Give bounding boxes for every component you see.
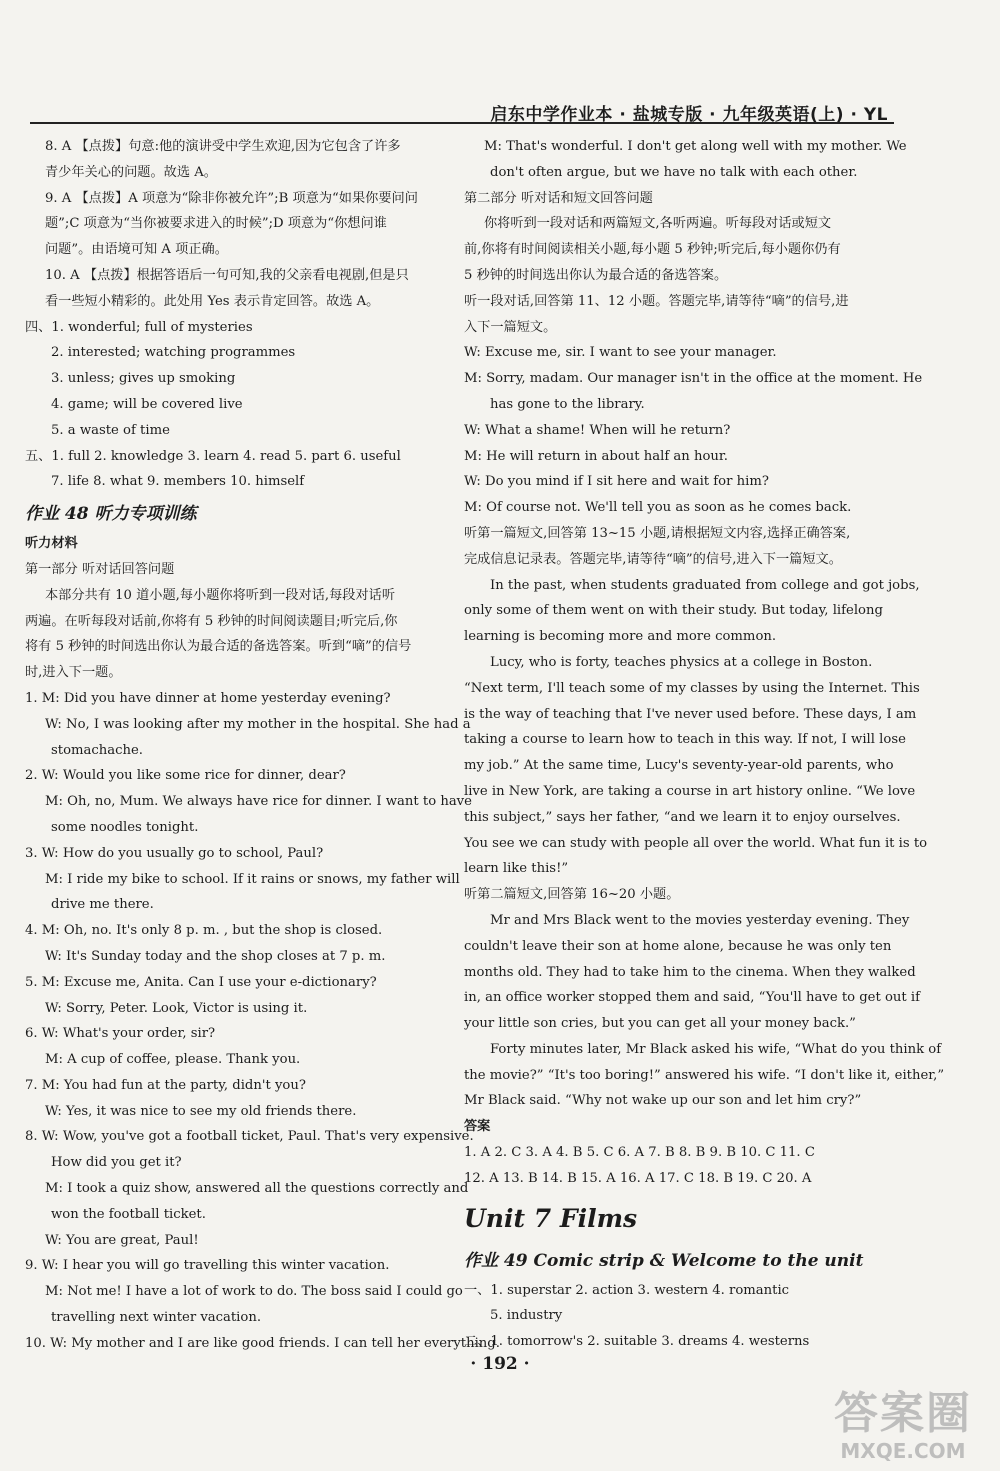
header-rule: [30, 122, 894, 124]
unit-title: Unit 7 Films: [464, 1203, 638, 1233]
passage-line: You see we can study with people all over the world. What fun it is to: [464, 835, 928, 851]
passage-line: in, an office worker stopped them and said, “You'll have to get out if: [464, 990, 921, 1006]
dialogue-line: 2. W: Would you like some rice for dinner, dear?: [25, 768, 346, 784]
sec1-line-1: 一、1. superstar 2. action 3. western 4. romantic: [464, 1282, 790, 1298]
dialogue-line: M: Not me! I have a lot of work to do. The boss said I could go: [45, 1284, 463, 1300]
dialogue-line: 1. M: Did you have dinner at home yesterday evening?: [25, 690, 391, 706]
sec5-line-2: 7. life 8. what 9. members 10. himself: [51, 474, 305, 490]
right-column: [464, 134, 945, 1355]
watermark: [828, 1388, 978, 1462]
part1-intro-4: 时,进入下一题。: [25, 665, 122, 681]
page-number: · 192 ·: [470, 1354, 530, 1374]
passage-line: Forty minutes later, Mr Black asked his wife, “What do you think of: [490, 1041, 942, 1057]
sec4-line-4: 4. game; will be covered live: [51, 396, 243, 412]
q9-line-2: 题”;C 项意为“当你被要求进入的时候”;D 项意为“你想问谁: [45, 216, 387, 232]
passage2-intro: 听第二篇短文,回答第 16~20 小题。: [464, 887, 680, 903]
sec4-line-2: 2. interested; watching programmes: [51, 345, 296, 361]
passage-line: couldn't leave their son at home alone, because he was only ten: [464, 938, 892, 954]
dialogue-line: W: Excuse me, sir. I want to see your manager.: [464, 345, 777, 361]
dialogue-line: 9. W: I hear you will go travelling this winter vacation.: [25, 1258, 390, 1274]
passage-line: months old. They had to take him to the cinema. When they walked: [464, 964, 916, 980]
answers-label: 答案: [464, 1119, 491, 1135]
passage-line: the movie?” “It's too boring!” answered his wife. “I don't like it, either,”: [464, 1067, 945, 1083]
q9-line-3: 问题”。由语境可知 A 项正确。: [45, 242, 228, 258]
part1-intro-3: 将有 5 秒钟的时间选出你认为最合适的备选答案。听到“嘀”的信号: [25, 639, 412, 655]
part2-title: 第二部分 听对话和短文回答问题: [464, 190, 653, 206]
dialogue-line: M: He will return in about half an hour.: [464, 448, 728, 464]
listening-material-label: 听力材料: [25, 536, 78, 552]
answers-line-1: 1. A 2. C 3. A 4. B 5. C 6. A 7. B 8. B 9. B 10. C 11. C: [464, 1145, 815, 1161]
part2-intro-2: 前,你将有时间阅读相关小题,每小题 5 秒钟;听完后,每小题你仍有: [464, 242, 841, 258]
passage-line: learning is becoming more and more common.: [464, 629, 777, 645]
dialogue-line: M: A cup of coffee, please. Thank you.: [45, 1052, 301, 1068]
homework-48-title: 作业 48 听力专项训练: [25, 504, 197, 525]
passage-line: Mr and Mrs Black went to the movies yesterday evening. They: [490, 912, 910, 928]
q10-line-1: 10. A 【点拨】根据答语后一句可知,我的父亲看电视剧,但是只: [45, 267, 409, 283]
q10-continued-2: don't often argue, but we have no talk with each other.: [490, 164, 858, 180]
page-header: 启东中学作业本 · 盐城专版 · 九年级英语(上) · YL: [490, 105, 888, 125]
passage-line: is the way of teaching that I've never used before. These days, I am: [464, 706, 917, 722]
sec4-line-1: 四、1. wonderful; full of mysteries: [25, 319, 253, 335]
dialogue-intro-2: 入下一篇短文。: [464, 319, 557, 335]
homework-49-title: 作业 49 Comic strip & Welcome to the unit: [464, 1250, 864, 1271]
dialogue-line: How did you get it?: [51, 1155, 182, 1171]
dialogue-line: W: Do you mind if I sit here and wait for him?: [464, 474, 769, 490]
part2-intro-3: 5 秒钟的时间选出你认为最合适的备选答案。: [464, 267, 728, 283]
left-column: [25, 134, 500, 1357]
dialogue-line: W: Yes, it was nice to see my old friends there.: [45, 1103, 357, 1119]
passage1-intro-2: 完成信息记录表。答题完毕,请等待“嘀”的信号,进入下一篇短文。: [464, 551, 842, 567]
passage-line: “Next term, I'll teach some of my classes by using the Internet. This: [464, 680, 920, 696]
q10-line-2: 看一些短小精彩的。此处用 Yes 表示肯定回答。故选 A。: [45, 293, 380, 309]
sec4-line-5: 5. a waste of time: [51, 422, 170, 438]
part1-title: 第一部分 听对话回答问题: [25, 561, 175, 577]
dialogue-line: 10. W: My mother and I are like good friends. I can tell her everything.: [25, 1335, 500, 1351]
dialogue-line: 7. M: You had fun at the party, didn't you?: [25, 1077, 306, 1093]
watermark-url: MXQE.COM: [840, 1439, 966, 1463]
dialogue-line: drive me there.: [51, 897, 154, 913]
sec5-line-1: 五、1. full 2. knowledge 3. learn 4. read 5. part 6. useful: [25, 448, 401, 464]
dialogue-line: W: You are great, Paul!: [45, 1232, 199, 1248]
passage-line: this subject,” says her father, “and we learn it to enjoy ourselves.: [464, 809, 901, 825]
dialogue-line: 8. W: Wow, you've got a football ticket, Paul. That's very expensive.: [25, 1129, 474, 1145]
watermark-logo: 答案圈: [834, 1388, 972, 1439]
dialogue-line: W: Sorry, Peter. Look, Victor is using it.: [45, 1000, 308, 1016]
q9-line-1: 9. A 【点拨】A 项意为“除非你被允许”;B 项意为“如果你要问问: [45, 190, 418, 206]
dialogue-line: some noodles tonight.: [51, 819, 199, 835]
dialogue-line: M: I ride my bike to school. If it rains or snows, my father will: [45, 871, 460, 887]
dialogue-line: W: What a shame! When will he return?: [464, 422, 731, 438]
dialogue-intro-1: 听一段对话,回答第 11、12 小题。答题完毕,请等待“嘀”的信号,进: [464, 293, 849, 309]
q10-continued-1: M: That's wonderful. I don't get along well with my mother. We: [484, 139, 907, 154]
dialogue-line: 4. M: Oh, no. It's only 8 p. m. , but the shop is closed.: [25, 923, 383, 939]
dialogue-line: 3. W: How do you usually go to school, Paul?: [25, 845, 324, 861]
dialogue-line: M: I took a quiz show, answered all the questions correctly and: [45, 1181, 469, 1197]
passage1-intro-1: 听第一篇短文,回答第 13~15 小题,请根据短文内容,选择正确答案,: [464, 525, 851, 541]
q8-line-1: 8. A 【点拨】句意:他的演讲受中学生欢迎,因为它包含了许多: [45, 139, 401, 154]
passage-line: my job.” At the same time, Lucy's seventy-year-old parents, who: [464, 758, 894, 774]
dialogue-line: W: No, I was looking after my mother in the hospital. She had a: [45, 716, 471, 732]
passage-line: your little son cries, but you can get all your money back.”: [464, 1016, 856, 1032]
part1-intro-2: 两遍。在听每段对话前,你将有 5 秒钟的时间阅读题目;听完后,你: [25, 613, 398, 629]
dialogue-line: M: Sorry, madam. Our manager isn't in the office at the moment. He: [464, 371, 923, 387]
sec4-line-3: 3. unless; gives up smoking: [51, 371, 236, 387]
dialogue-line: won the football ticket.: [51, 1206, 206, 1222]
dialogue-line: W: It's Sunday today and the shop closes at 7 p. m.: [45, 948, 386, 964]
dialogue-line: stomachache.: [51, 742, 143, 758]
passage-line: learn like this!”: [464, 861, 569, 877]
passage-line: only some of them went on with their study. But today, lifelong: [464, 603, 883, 619]
dialogue-line: M: Of course not. We'll tell you as soon as he comes back.: [464, 500, 852, 516]
passage-line: Mr Black said. “Why not wake up our son and let him cry?”: [464, 1093, 862, 1109]
part2-intro-1: 你将听到一段对话和两篇短文,各听两遍。听每段对话或短文: [484, 216, 832, 232]
dialogue-line: M: Oh, no, Mum. We always have rice for dinner. I want to have: [45, 794, 472, 810]
part1-intro-1: 本部分共有 10 道小题,每小题你将听到一段对话,每段对话听: [45, 587, 396, 603]
dialogue-line: 5. M: Excuse me, Anita. Can I use your e-dictionary?: [25, 974, 377, 990]
answers-line-2: 12. A 13. B 14. B 15. A 16. A 17. C 18. B 19. C 20. A: [464, 1170, 812, 1186]
passage-line: Lucy, who is forty, teaches physics at a college in Boston.: [490, 654, 873, 670]
q8-line-2: 青少年关心的问题。故选 A。: [45, 164, 217, 180]
dialogue-line: has gone to the library.: [490, 396, 645, 412]
sec1-line-2: 5. industry: [490, 1308, 563, 1324]
passage-line: In the past, when students graduated from college and got jobs,: [490, 577, 920, 593]
dialogue-line: 6. W: What's your order, sir?: [25, 1026, 216, 1042]
dialogue-line: travelling next winter vacation.: [51, 1310, 262, 1326]
passage-line: taking a course to learn how to teach in this way. If not, I will lose: [464, 732, 906, 748]
sec2-line-1: 二、1. tomorrow's 2. suitable 3. dreams 4. westerns: [464, 1334, 810, 1350]
passage-line: live in New York, are taking a course in art history online. “We love: [464, 783, 916, 799]
